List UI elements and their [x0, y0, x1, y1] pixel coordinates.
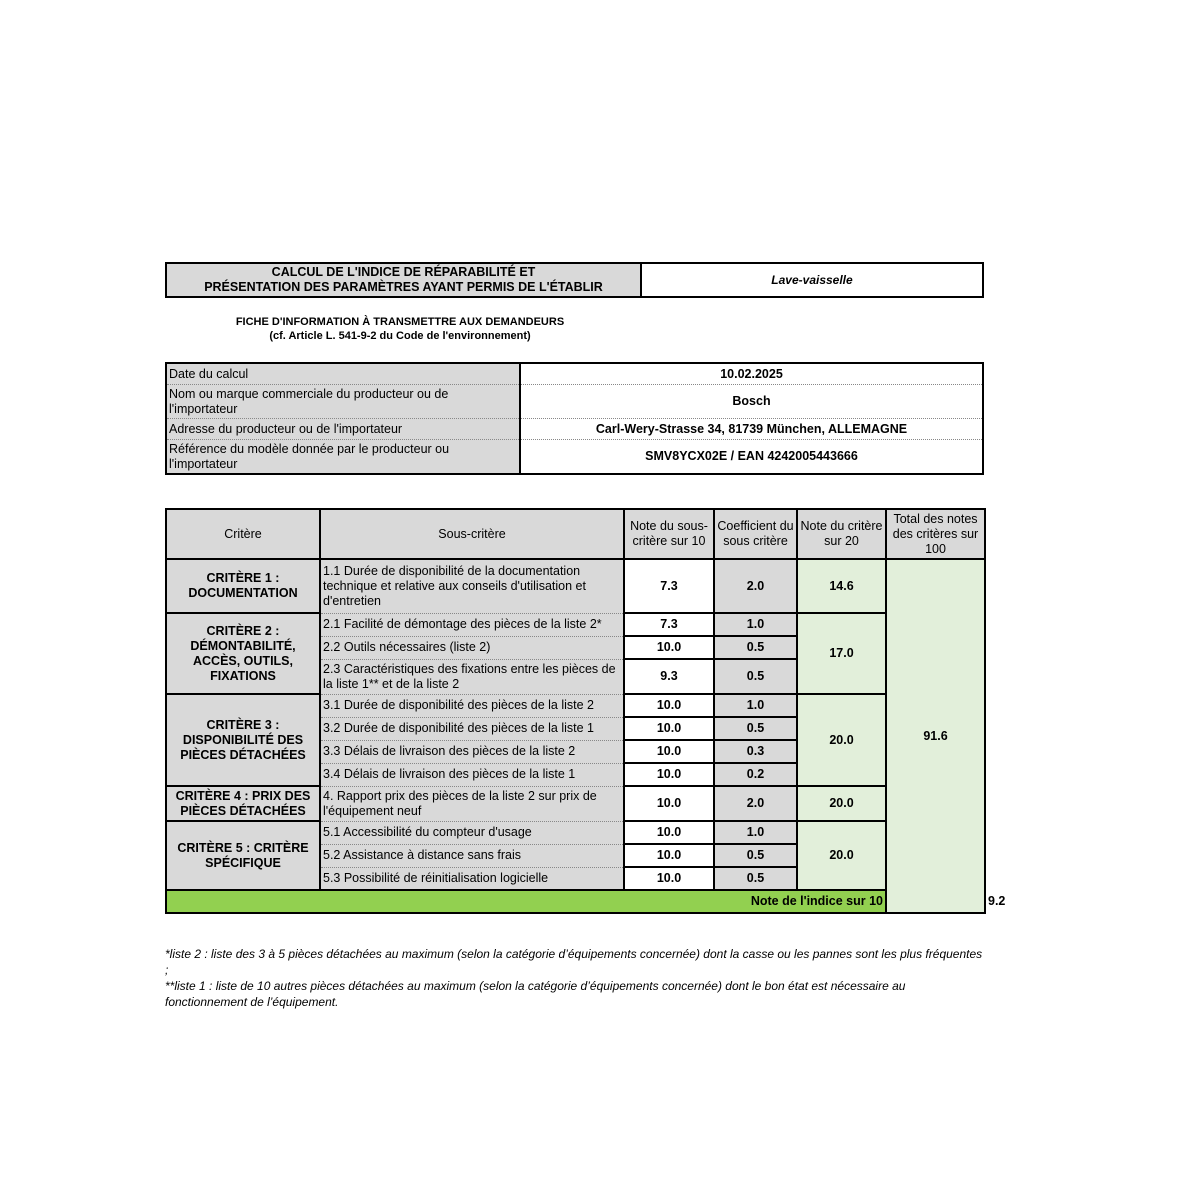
subcriterion-coef: 1.0 — [714, 694, 797, 717]
producer-info-table — [165, 362, 984, 475]
subcriterion-label: 5.2 Assistance à distance sans frais — [320, 844, 624, 867]
col-header-note20: Note du critère sur 20 — [797, 509, 886, 559]
index-score-row: Note de l'indice sur 10 9.2 — [166, 890, 985, 913]
col-header-note10: Note du sous-critère sur 10 — [624, 509, 714, 559]
table-row — [166, 613, 985, 636]
subcriterion-coef: 1.0 — [714, 613, 797, 636]
info-label: Nom ou marque commerciale du producteur ou de l'importateur — [166, 385, 520, 419]
table-row — [166, 786, 985, 821]
subcriterion-note: 10.0 — [624, 867, 714, 890]
info-value: 10.02.2025 — [520, 363, 983, 385]
document-header — [165, 262, 984, 298]
title-line-1: CALCUL DE L'INDICE DE RÉPARABILITÉ ET — [271, 265, 536, 279]
info-label: Adresse du producteur ou de l'importateur — [166, 419, 520, 440]
info-value: SMV8YCX02E / EAN 4242005443666 — [520, 440, 983, 475]
footnote-liste-2: *liste 2 : liste des 3 à 5 pièces détachées au maximum (selon la catégorie d’équipements concernée) dont la casse ou les pannes sont les plus fréquentes ; — [165, 947, 983, 977]
footnote-liste-1: **liste 1 : liste de 10 autres pièces détachées au maximum (selon la catégorie d’équipements concernée) dont le bon état est nécessaire au fonctionnement de l’équipement. — [165, 979, 906, 1009]
subcriterion-label: 4. Rapport prix des pièces de la liste 2 sur prix de l'équipement neuf — [320, 786, 624, 821]
criterion-3-name: CRITÈRE 3 : DISPONIBILITÉ DES PIÈCES DÉTACHÉES — [166, 694, 320, 786]
subcriterion-coef: 0.5 — [714, 636, 797, 659]
table-row — [166, 694, 985, 717]
subcriterion-note: 10.0 — [624, 844, 714, 867]
subcriterion-note: 10.0 — [624, 763, 714, 786]
criterion-4-name: CRITÈRE 4 : PRIX DES PIÈCES DÉTACHÉES — [166, 786, 320, 821]
info-label: Date du calcul — [166, 363, 520, 385]
subcriterion-label: 2.3 Caractéristiques des fixations entre les pièces de la liste 1** et de la liste 2 — [320, 659, 624, 694]
subcriterion-coef: 0.5 — [714, 717, 797, 740]
subcriterion-coef: 0.5 — [714, 867, 797, 890]
col-header-sous-critere: Sous-critère — [320, 509, 624, 559]
info-label: Référence du modèle donnée par le producteur ou l'importateur — [166, 440, 520, 475]
document-title — [167, 264, 642, 296]
subcriterion-note: 10.0 — [624, 717, 714, 740]
repairability-score-table — [165, 508, 1006, 914]
subcriterion-coef: 1.0 — [714, 821, 797, 844]
subcriterion-note: 7.3 — [624, 613, 714, 636]
info-row-reference — [166, 440, 983, 475]
col-header-total: Total des notes des critères sur 100 — [886, 509, 985, 559]
criterion-5-note20: 20.0 — [797, 821, 886, 890]
product-category: Lave-vaisselle — [771, 273, 853, 287]
table-row — [166, 559, 985, 613]
subcriterion-coef: 0.2 — [714, 763, 797, 786]
col-header-coef: Coefficient du sous critère — [714, 509, 797, 559]
col-header-critere: Critère — [166, 509, 320, 559]
info-row-address — [166, 419, 983, 440]
criterion-5-name: CRITÈRE 5 : CRITÈRE SPÉCIFIQUE — [166, 821, 320, 890]
criterion-1-note20: 14.6 — [797, 559, 886, 613]
title-line-2: PRÉSENTATION DES PARAMÈTRES AYANT PERMIS DE L'ÉTABLIR — [204, 280, 603, 294]
subcriterion-coef: 0.5 — [714, 844, 797, 867]
table-header-row — [166, 509, 985, 559]
subcriterion-note: 9.3 — [624, 659, 714, 694]
subcriterion-coef: 0.5 — [714, 659, 797, 694]
subcriterion-label: 3.3 Délais de livraison des pièces de la liste 2 — [320, 740, 624, 763]
subcriterion-note: 10.0 — [624, 694, 714, 717]
info-row-brand — [166, 385, 983, 419]
subtitle-line-1: FICHE D'INFORMATION À TRANSMETTRE AUX DEMANDEURS — [235, 316, 565, 328]
table-row — [166, 821, 985, 844]
subcriterion-label: 2.2 Outils nécessaires (liste 2) — [320, 636, 624, 659]
subcriterion-coef: 2.0 — [714, 559, 797, 613]
index-score-label: Note de l'indice sur 10 — [166, 890, 886, 913]
subcriterion-note: 10.0 — [624, 740, 714, 763]
subcriterion-label: 2.1 Facilité de démontage des pièces de la liste 2* — [320, 613, 624, 636]
subcriterion-coef: 0.3 — [714, 740, 797, 763]
total-score: 91.6 — [886, 559, 985, 913]
subcriterion-note: 10.0 — [624, 821, 714, 844]
subcriterion-note: 7.3 — [624, 559, 714, 613]
subcriterion-coef: 2.0 — [714, 786, 797, 821]
criterion-4-note20: 20.0 — [797, 786, 886, 821]
criterion-1-name: CRITÈRE 1 : DOCUMENTATION — [166, 559, 320, 613]
info-value: Bosch — [520, 385, 983, 419]
subcriterion-label: 5.1 Accessibilité du compteur d'usage — [320, 821, 624, 844]
criterion-2-note20: 17.0 — [797, 613, 886, 694]
subcriterion-note: 10.0 — [624, 636, 714, 659]
subcriterion-label: 3.1 Durée de disponibilité des pièces de la liste 2 — [320, 694, 624, 717]
subcriterion-label: 1.1 Durée de disponibilité de la documentation technique et relative aux conseils d'utilisation et d'entretien — [320, 559, 624, 613]
criterion-2-name: CRITÈRE 2 : DÉMONTABILITÉ, ACCÈS, OUTILS, FIXATIONS — [166, 613, 320, 694]
info-row-date — [166, 363, 983, 385]
subcriterion-label: 3.2 Durée de disponibilité des pièces de la liste 1 — [320, 717, 624, 740]
subcriterion-label: 3.4 Délais de livraison des pièces de la liste 1 — [320, 763, 624, 786]
footnotes — [165, 946, 984, 1010]
criterion-3-note20: 20.0 — [797, 694, 886, 786]
subcriterion-note: 10.0 — [624, 786, 714, 821]
subtitle-line-2: (cf. Article L. 541-9-2 du Code de l'environnement) — [269, 330, 531, 342]
info-value: Carl-Wery-Strasse 34, 81739 München, ALLEMAGNE — [520, 419, 983, 440]
subcriterion-label: 5.3 Possibilité de réinitialisation logicielle — [320, 867, 624, 890]
